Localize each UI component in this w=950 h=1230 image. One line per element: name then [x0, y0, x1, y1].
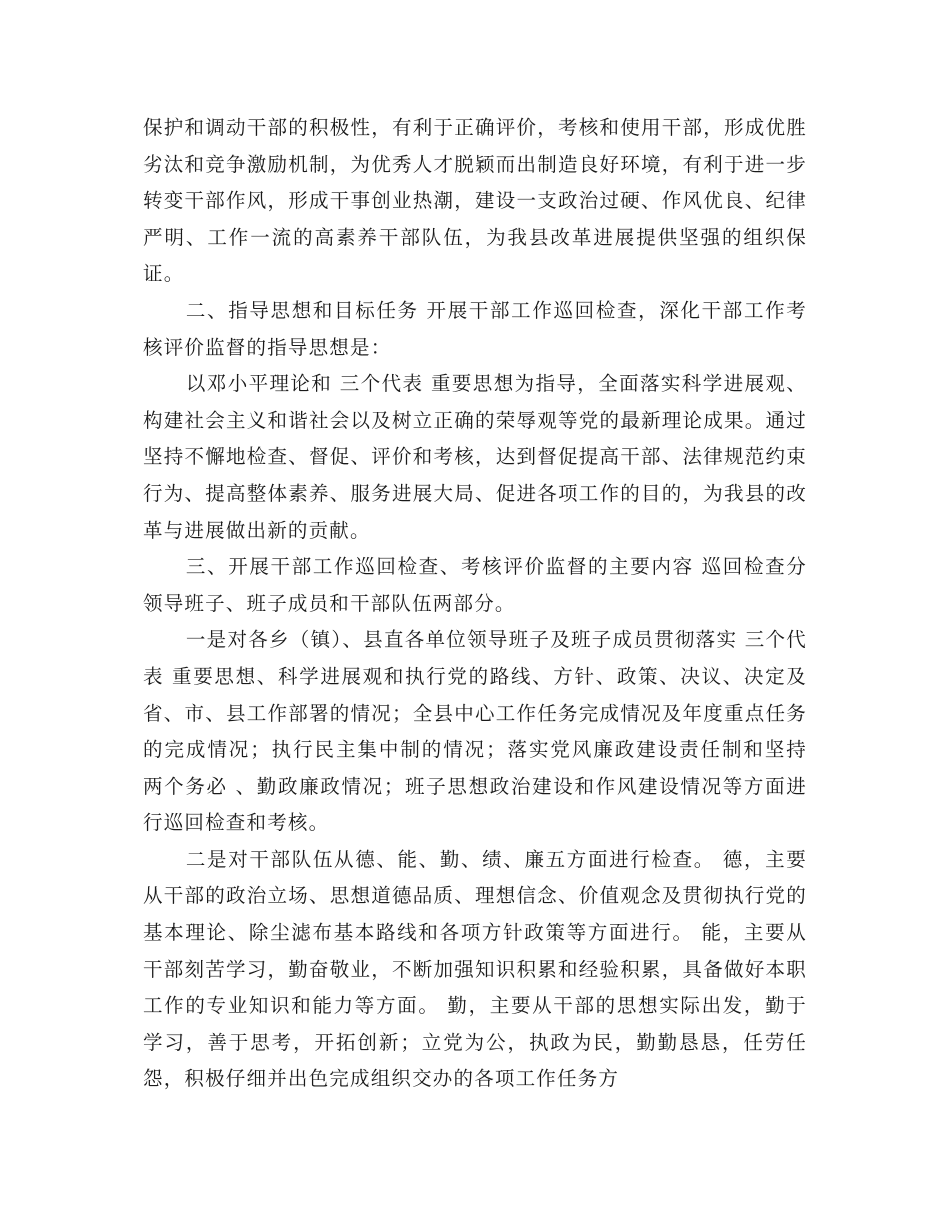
paragraph-guiding-ideology: 以邓小平理论和 三个代表 重要思想为指导，全面落实科学进展观、构建社会主义和谐社会以及树立正确的荣辱观等党的最新理论成果。通过坚持不懈地检查、督促、评价和考核，达到督促提高干部、法律规范约束行为、提高整体素养、服务进展大局、促进各项工作的目的，为我县的改革与进展做出新的贡献。 [143, 372, 807, 542]
paragraph-leadership-inspection: 一是对各乡（镇）、县直各单位领导班子及班子成员贯彻落实 三个代表 重要思想、科学进展观和执行党的路线、方针、政策、决议、决定及省、市、县工作部署的情况；全县中心工作任务完成情况及年度重点任务的完成情况；执行民主集中制的情况；落实党风廉政建设责任制和坚持 两个务必 、勤政廉政情况；班子思想政治建设和作风建设情况等方面进行巡回检查和考核。 [143, 628, 807, 835]
paragraph-section-two-heading: 二、指导思想和目标任务 开展干部工作巡回检查，深化干部工作考核评价监督的指导思想是： [143, 298, 807, 359]
paragraph-cadre-inspection: 二是对干部队伍从德、能、勤、绩、廉五方面进行检查。 德，主要从干部的政治立场、思想道德品质、理想信念、价值观念及贯彻执行党的基本理论、除尘滤布基本路线和各项方针政策等方面进行。 能，主要从干部刻苦学习，勤奋敬业，不断加强知识积累和经验积累，具备做好本职工作的专业知识和能力等方面。 勤，主要从干部的思想实际出发，勤于学习，善于思考，开拓创新；立党为公，执政为民，勤勤恳恳，任劳任怨，积极仔细并出色完成组织交办的各项工作任务方 [143, 847, 807, 1091]
paragraph-intro-continued: 保护和调动干部的积极性，有利于正确评价，考核和使用干部，形成优胜劣汰和竞争激励机制，为优秀人才脱颖而出制造良好环境，有利于进一步转变干部作风，形成干事创业热潮，建设一支政治过硬、作风优良、纪律严明、工作一流的高素养干部队伍，为我县改革进展提供坚强的组织保证。 [143, 116, 807, 286]
paragraph-section-three-heading: 三、开展干部工作巡回检查、考核评价监督的主要内容 巡回检查分领导班子、班子成员和干部队伍两部分。 [143, 555, 807, 615]
document-body [143, 110, 807, 1098]
